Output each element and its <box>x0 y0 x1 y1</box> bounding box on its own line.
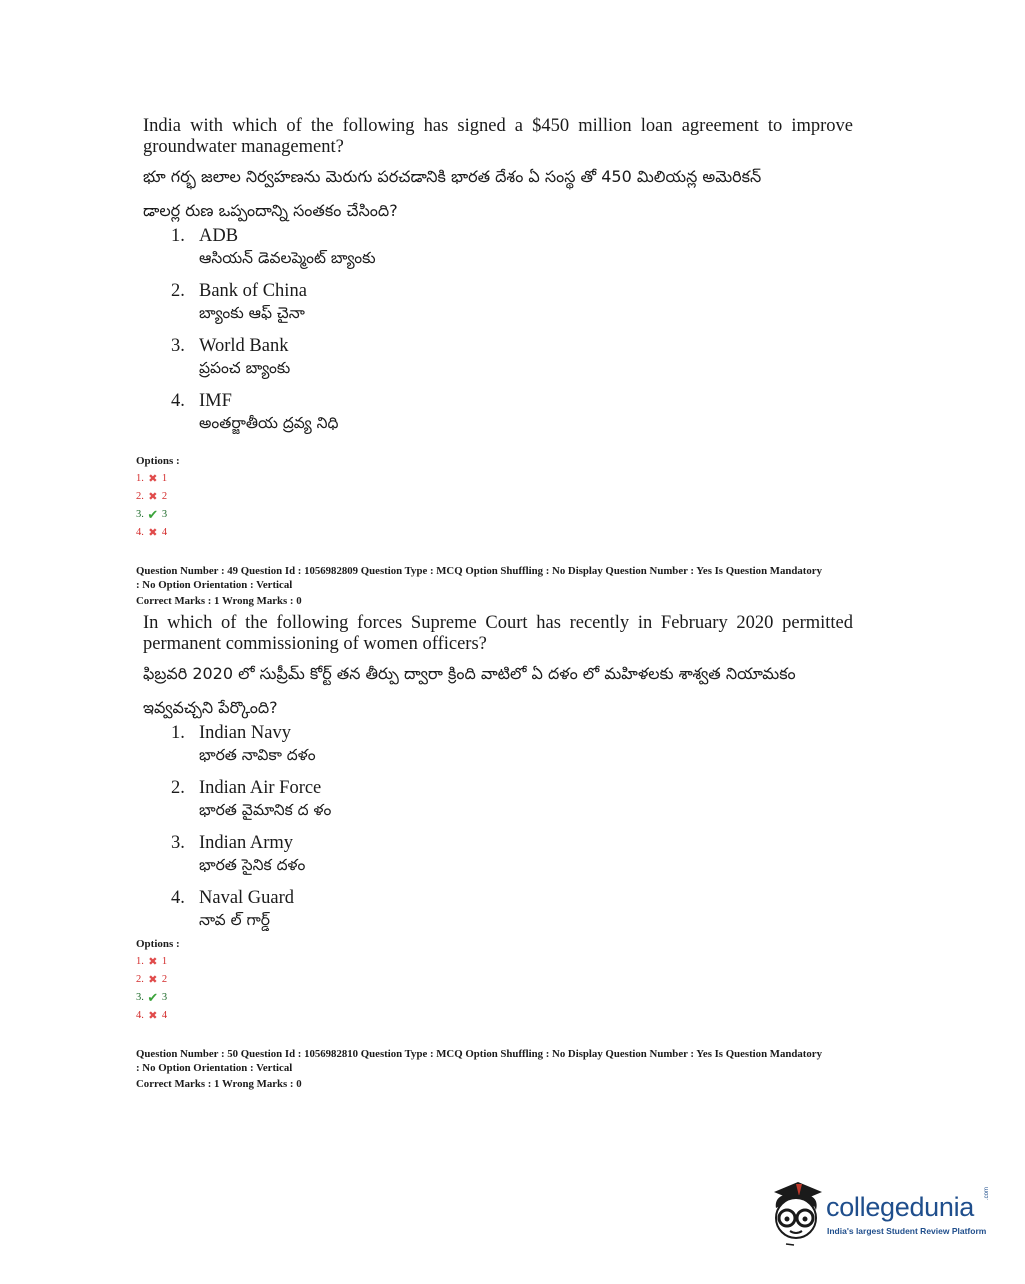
option-item <box>171 722 853 766</box>
marks-line: Correct Marks : 1 Wrong Marks : 0 <box>136 595 302 607</box>
cross-icon: ✖ <box>148 491 158 503</box>
question-text-te-line2: డాలర్ల రుణ ఒప్పందాన్ని సంతకం చేసింది? <box>143 201 398 220</box>
question-48-options <box>143 225 853 434</box>
cross-icon: ✖ <box>148 473 158 485</box>
option-item <box>171 335 853 379</box>
question-text-en: India with which of the following has signed a $450 million loan agreement to improve groundwater management? <box>143 116 853 157</box>
cross-icon: ✖ <box>148 527 158 539</box>
option-text-en: IMF <box>199 391 232 411</box>
option-item <box>171 887 853 931</box>
meta-line: : No Option Orientation : Vertical <box>136 1062 293 1074</box>
option-text-te: నావ ల్ గార్డ్ <box>199 911 270 929</box>
meta-line: Question Number : 49 Question Id : 1056982809 Question Type : MCQ Option Shuffling : No Display Question Number : Yes Is Question Mandatory <box>136 565 822 577</box>
option-text-te: ఆసియన్ డెవలప్మెంట్ బ్యాంకు <box>199 249 376 267</box>
options-label: Options : <box>136 938 180 950</box>
option-item <box>171 777 853 821</box>
answer-key-49 <box>136 953 167 1025</box>
answer-key-48 <box>136 470 167 542</box>
option-number: 4. <box>171 391 185 411</box>
option-number: 1. <box>171 226 185 246</box>
answer-row: 1. ✖ 1 <box>136 470 167 488</box>
option-item <box>171 280 853 324</box>
logo-tagline: India's largest Student Review Platform <box>827 1226 987 1236</box>
check-icon: ✔ <box>147 507 159 522</box>
option-text-te: బ్యాంకు ఆఫ్ చైనా <box>199 304 305 322</box>
option-number: 4. <box>171 888 185 908</box>
cross-icon: ✖ <box>148 974 158 986</box>
meta-line: : No Option Orientation : Vertical <box>136 579 293 591</box>
option-text-te: భారత సైనిక దళం <box>199 856 306 874</box>
marks-line: Correct Marks : 1 Wrong Marks : 0 <box>136 1078 302 1090</box>
option-text-en: World Bank <box>199 336 289 356</box>
check-icon: ✔ <box>147 990 159 1005</box>
option-number: 3. <box>171 336 185 356</box>
option-item <box>171 390 853 434</box>
question-48 <box>143 116 853 228</box>
option-text-te: భారత నావికా దళం <box>199 746 316 764</box>
options-label: Options : <box>136 455 180 467</box>
option-item <box>171 225 853 269</box>
option-number: 2. <box>171 778 185 798</box>
option-text-en: Naval Guard <box>199 888 295 908</box>
question-49-meta <box>136 564 906 608</box>
question-50-meta <box>136 1047 906 1091</box>
question-49-options <box>143 722 853 931</box>
answer-row: 2. ✖ 2 <box>136 488 167 506</box>
option-item <box>171 832 853 876</box>
option-text-en: Indian Navy <box>199 723 291 743</box>
cross-icon: ✖ <box>148 1010 158 1022</box>
collegedunia-logo <box>766 1178 991 1248</box>
option-number: 3. <box>171 833 185 853</box>
logo-wordmark: collegedunia <box>826 1192 975 1222</box>
question-49 <box>143 613 853 725</box>
answer-row-correct: 3. ✔ 3 <box>136 990 168 1005</box>
question-text-te-line1: ఫిబ్రవరి 2020 లో సుప్రీమ్ కోర్ట్ తన తీర్పు ద్వారా క్రింది వాటిలో ఏ దళం లో మహిళలకు శాశ్వత నియామకం <box>143 664 796 683</box>
option-text-en: ADB <box>199 226 239 246</box>
option-text-te: ప్రపంచ బ్యాంకు <box>199 359 291 377</box>
answer-row-correct: 3. ✔ 3 <box>136 507 168 522</box>
answer-row: 4. ✖ 4 <box>136 1007 167 1025</box>
option-text-te: అంతర్జాతీయ ద్రవ్య నిధి <box>199 414 339 432</box>
meta-line: Question Number : 50 Question Id : 1056982810 Question Type : MCQ Option Shuffling : No Display Question Number : Yes Is Question Mandatory <box>136 1048 822 1060</box>
answer-row: 1. ✖ 1 <box>136 953 167 971</box>
question-text-te-line1: భూ గర్భ జలాల నిర్వహణను మెరుగు పరచడానికి భారత దేశం ఏ సంస్థ తో 450 మిలియన్ల అమెరికన్ <box>143 167 762 186</box>
option-text-en: Indian Army <box>199 833 294 853</box>
option-number: 1. <box>171 723 185 743</box>
answer-row: 2. ✖ 2 <box>136 971 167 989</box>
answer-row: 4. ✖ 4 <box>136 524 167 542</box>
option-number: 2. <box>171 281 185 301</box>
mascot-icon <box>766 1178 826 1248</box>
question-text-en: In which of the following forces Supreme Court has recently in February 2020 permitted permanent commissioning of women officers? <box>143 613 853 654</box>
question-text-te-line2: ఇవ్వవచ్చని పేర్కొంది? <box>143 698 278 717</box>
logo-suffix: .com <box>984 1186 990 1200</box>
option-text-te: భారత వైమానిక ద ళం <box>199 801 332 819</box>
cross-icon: ✖ <box>148 956 158 968</box>
option-text-en: Bank of China <box>199 281 307 301</box>
option-text-en: Indian Air Force <box>199 778 322 798</box>
